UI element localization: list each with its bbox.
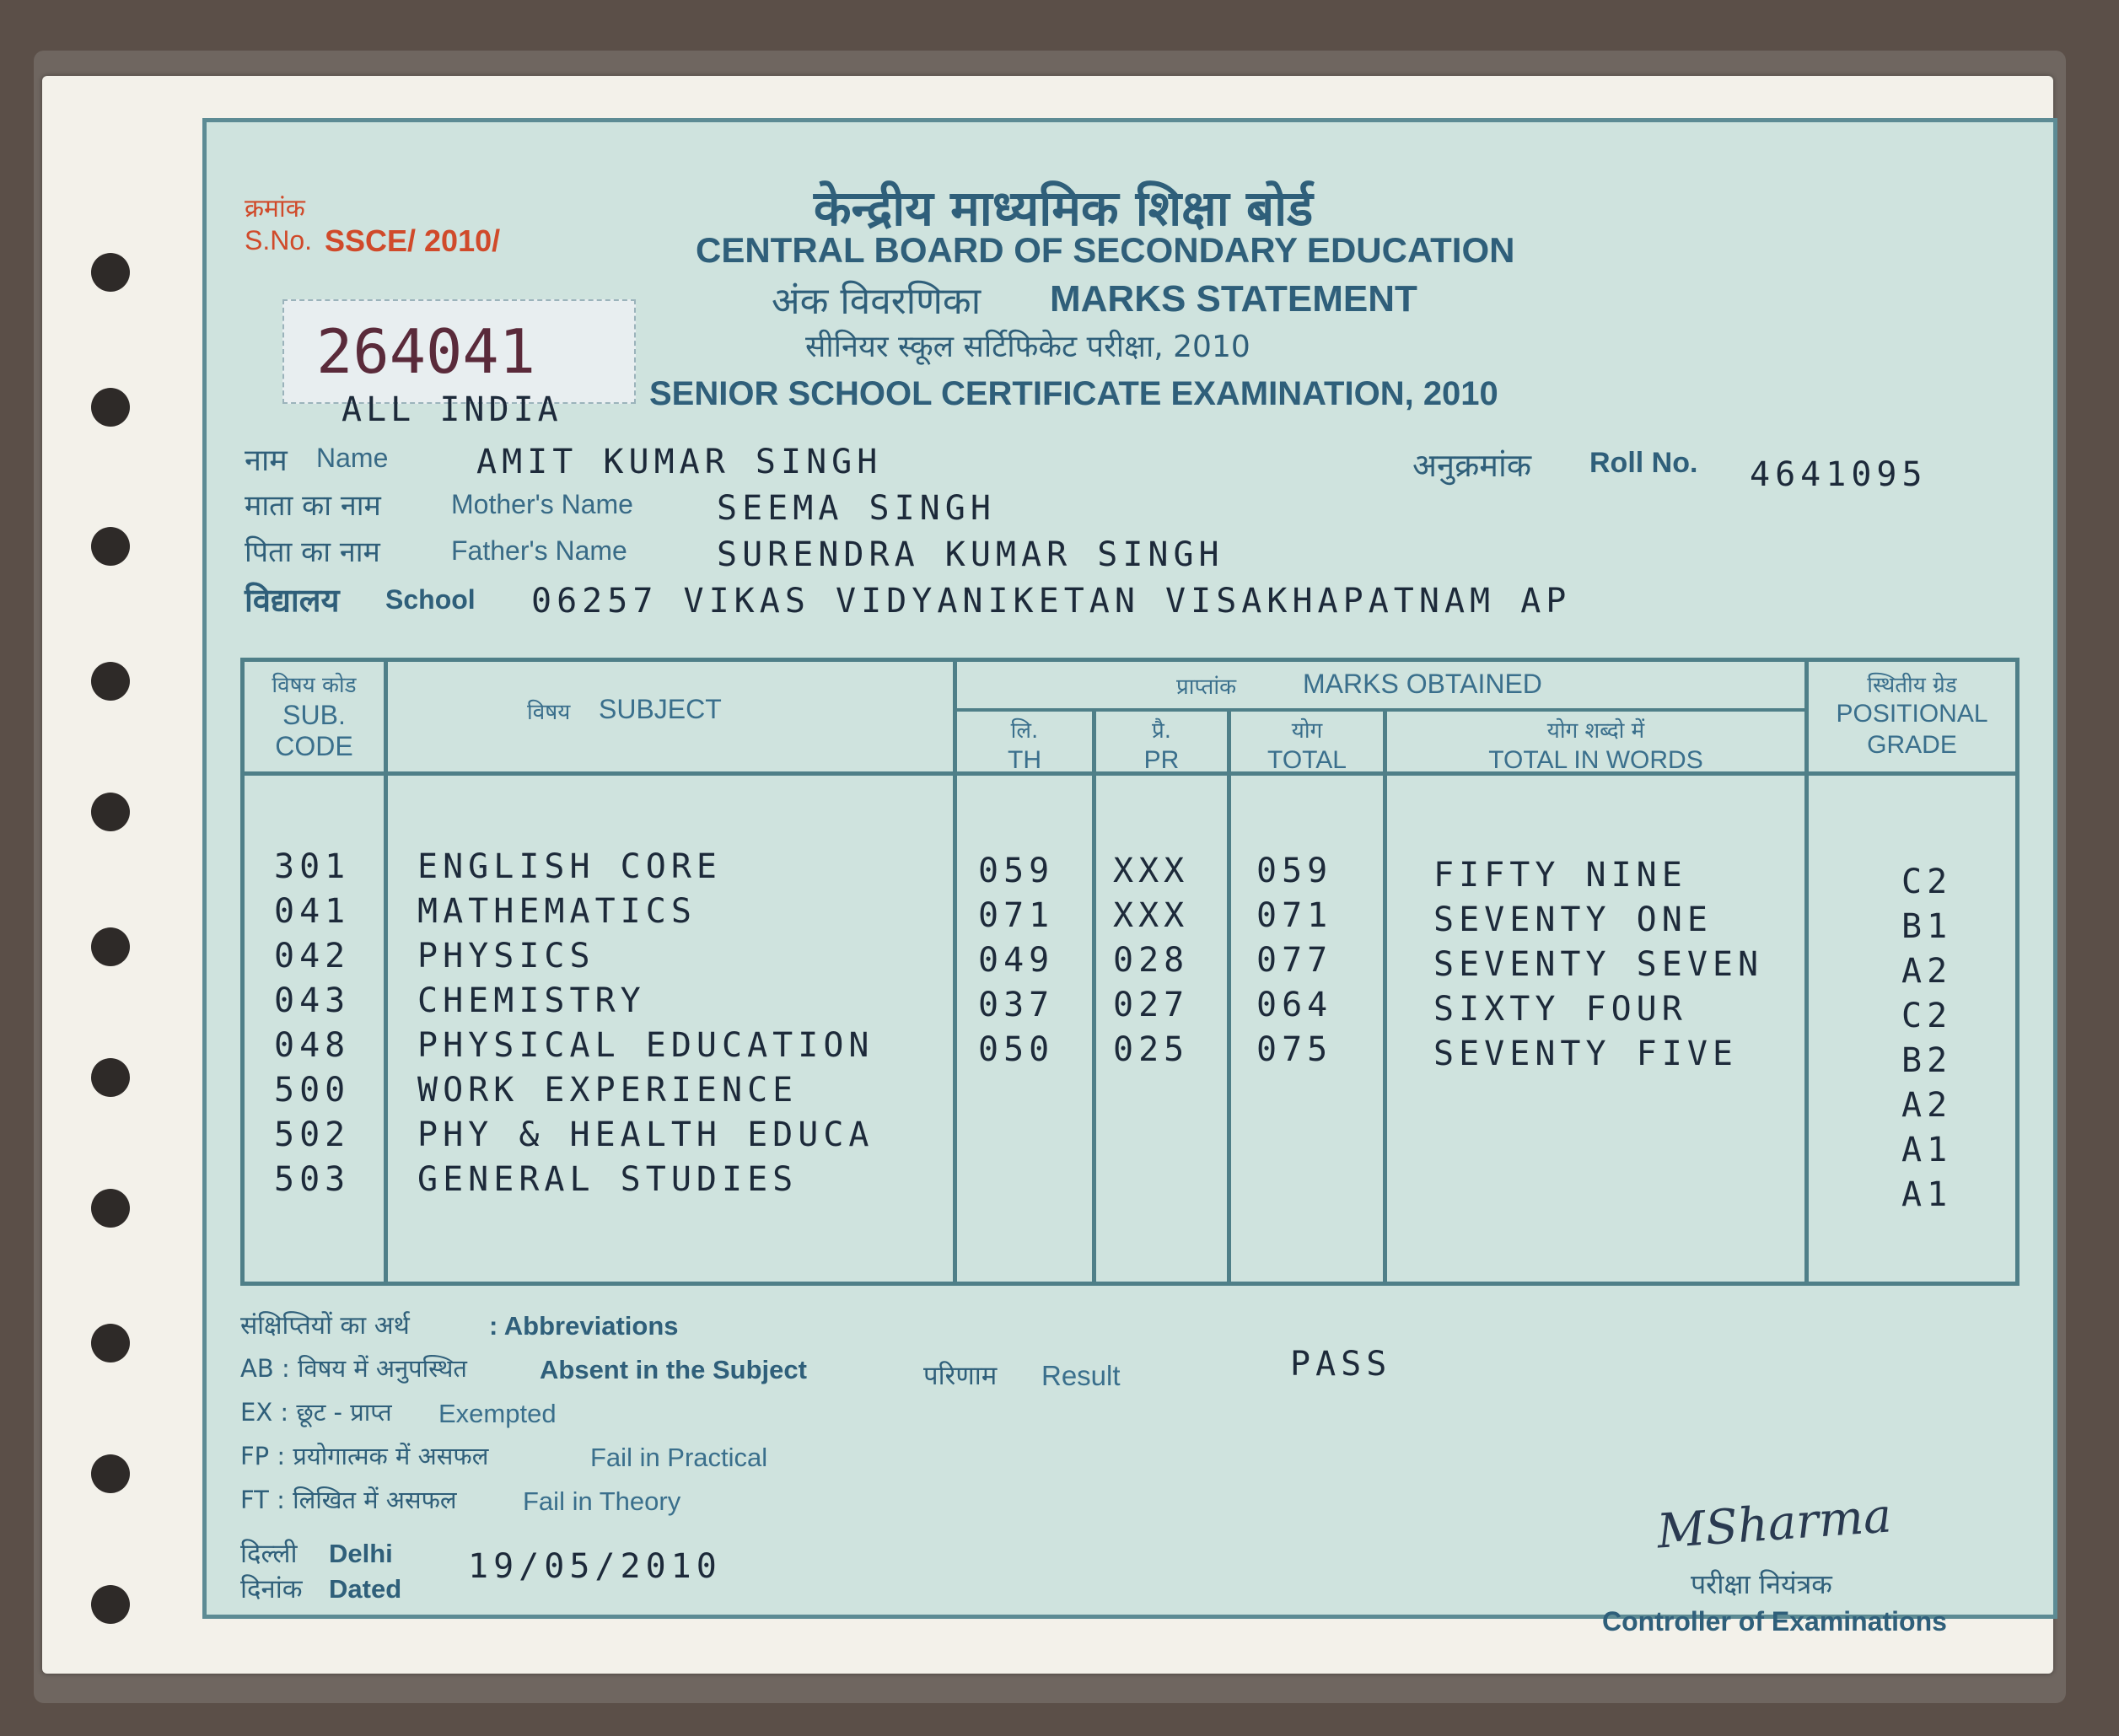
grade-header-2: GRADE xyxy=(1867,731,1957,759)
pr-marks: XXX xyxy=(1113,852,1190,890)
positional-grade: A1 xyxy=(1901,1175,1953,1214)
date-label-hindi: दिनांक xyxy=(240,1574,303,1604)
total-marks: 071 xyxy=(1256,896,1333,935)
serial-prefix: SSCE/ 2010/ xyxy=(325,223,501,258)
controller-signature: MSharma xyxy=(1655,1488,1894,1560)
punch-hole xyxy=(91,927,130,966)
pr-marks: 028 xyxy=(1113,941,1190,980)
positional-grade: C2 xyxy=(1901,863,1953,901)
positional-grade: A2 xyxy=(1901,1086,1953,1125)
place-label: Delhi xyxy=(329,1539,393,1568)
abbrev-fp: Fail in Practical xyxy=(590,1443,768,1472)
subject-name: GENERAL STUDIES xyxy=(417,1160,799,1199)
mother-label-hindi: माता का नाम xyxy=(245,489,381,523)
th-marks: 049 xyxy=(978,941,1055,980)
abbrev-fp-hindi: FP : प्रयोगात्मक में असफल xyxy=(240,1442,489,1470)
name-label: Name xyxy=(316,443,389,473)
abbrev-ex: Exempted xyxy=(438,1399,557,1428)
marks-statement-sheet xyxy=(202,118,2057,1637)
region: ALL INDIA xyxy=(342,390,562,429)
words-header: TOTAL IN WORDS xyxy=(1488,746,1703,774)
sub-code: 500 xyxy=(274,1071,351,1110)
pr-marks: 027 xyxy=(1113,986,1190,1024)
code-header-2: CODE xyxy=(275,731,353,761)
student-name: AMIT KUMAR SINGH xyxy=(476,443,883,481)
punch-hole xyxy=(91,1058,130,1097)
abbrev-ab: Absent in the Subject xyxy=(540,1355,807,1384)
school-label-hindi: विद्यालय xyxy=(245,582,340,619)
subject-name: ENGLISH CORE xyxy=(417,847,722,886)
mother-label: Mother's Name xyxy=(451,489,633,519)
roll-label-hindi: अनुक्रमांक xyxy=(1412,447,1532,484)
punch-hole xyxy=(91,1454,130,1493)
total-marks: 064 xyxy=(1256,986,1333,1024)
words-header-hindi: योग शब्दो में xyxy=(1546,718,1645,744)
th-marks: 059 xyxy=(978,852,1055,890)
hindi-title: केन्द्रीय माध्यमिक शिक्षा बोर्ड xyxy=(814,180,1314,237)
marks-header-hindi: प्राप्तांक xyxy=(1176,675,1237,700)
issue-date: 19/05/2010 xyxy=(468,1547,722,1586)
abbrev-ft-hindi: FT : लिखित में असफल xyxy=(240,1486,457,1514)
positional-grade: A1 xyxy=(1901,1131,1953,1169)
punch-hole xyxy=(91,527,130,566)
board-title: CENTRAL BOARD OF SECONDARY EDUCATION xyxy=(696,230,1515,270)
total-in-words: SEVENTY ONE xyxy=(1433,900,1713,939)
pr-header-hindi: प्रै. xyxy=(1151,718,1172,744)
controller-label: Controller of Examinations xyxy=(1602,1606,1947,1637)
punch-hole xyxy=(91,1189,130,1228)
serial-number: 264041 xyxy=(316,316,536,387)
abbrev-heading-hindi: संक्षिप्तियों का अर्थ xyxy=(240,1311,410,1341)
sub-code: 041 xyxy=(274,892,351,931)
marks-header: MARKS OBTAINED xyxy=(1303,669,1542,699)
punch-hole xyxy=(91,662,130,701)
total-in-words: FIFTY NINE xyxy=(1433,856,1687,895)
pr-header: PR xyxy=(1143,746,1180,774)
punch-hole xyxy=(91,388,130,427)
school-name: 06257 VIKAS VIDYANIKETAN VISAKHAPATNAM AP xyxy=(531,582,1572,621)
subject-name: WORK EXPERIENCE xyxy=(417,1071,799,1110)
th-marks: 071 xyxy=(978,896,1055,935)
grade-header-hindi: स्थितीय ग्रेड xyxy=(1867,673,1957,698)
result-label-hindi: परिणाम xyxy=(923,1361,998,1391)
statement-title: MARKS STATEMENT xyxy=(1050,278,1417,320)
subject-name: PHYSICAL EDUCATION xyxy=(417,1026,874,1065)
subject-header-hindi: विषय xyxy=(527,700,571,725)
positional-grade: C2 xyxy=(1901,997,1953,1035)
grade-header-1: POSITIONAL xyxy=(1836,700,1988,728)
subject-header: SUBJECT xyxy=(599,694,722,724)
father-name: SURENDRA KUMAR SINGH xyxy=(717,535,1224,574)
subject-name: MATHEMATICS xyxy=(417,892,696,931)
th-header: TH xyxy=(1008,746,1041,774)
sub-code: 042 xyxy=(274,937,351,975)
abbrev-ab-hindi: AB : विषय में अनुपस्थित xyxy=(240,1354,467,1383)
father-label: Father's Name xyxy=(451,535,627,566)
exam-title: SENIOR SCHOOL CERTIFICATE EXAMINATION, 2010 xyxy=(649,375,1498,412)
sub-code: 502 xyxy=(274,1115,351,1154)
pr-marks: 025 xyxy=(1113,1030,1190,1069)
punch-hole xyxy=(91,253,130,292)
place-label-hindi: दिल्ली xyxy=(240,1539,298,1569)
total-header-hindi: योग xyxy=(1291,718,1323,744)
controller-label-hindi: परीक्षा नियंत्रक xyxy=(1691,1568,1832,1600)
sub-code: 503 xyxy=(274,1160,351,1199)
father-label-hindi: पिता का नाम xyxy=(245,535,380,569)
total-in-words: SIXTY FOUR xyxy=(1433,990,1687,1029)
school-label: School xyxy=(385,584,476,615)
roll-number: 4641095 xyxy=(1750,455,1928,494)
date-label: Dated xyxy=(329,1574,402,1604)
th-marks: 037 xyxy=(978,986,1055,1024)
code-header-hindi: विषय कोड xyxy=(272,673,357,698)
subject-name: CHEMISTRY xyxy=(417,981,646,1020)
sub-code: 048 xyxy=(274,1026,351,1065)
positional-grade: A2 xyxy=(1901,952,1953,991)
total-marks: 075 xyxy=(1256,1030,1333,1069)
total-marks: 077 xyxy=(1256,941,1333,980)
result-label: Result xyxy=(1041,1360,1121,1391)
punch-hole xyxy=(91,793,130,831)
total-in-words: SEVENTY FIVE xyxy=(1433,1035,1738,1073)
th-marks: 050 xyxy=(978,1030,1055,1069)
code-header-1: SUB. xyxy=(282,700,346,730)
subject-name: PHY & HEALTH EDUCA xyxy=(417,1115,874,1154)
result-value: PASS xyxy=(1290,1345,1392,1384)
serial-label: S.No. xyxy=(245,225,313,255)
exam-hindi: सीनियर स्कूल सर्टिफिकेट परीक्षा, 2010 xyxy=(805,330,1250,364)
roll-label: Roll No. xyxy=(1589,447,1698,479)
punch-hole xyxy=(91,1324,130,1362)
mother-name: SEEMA SINGH xyxy=(717,489,996,528)
statement-hindi: अंक विवरणिका xyxy=(772,280,982,323)
positional-grade: B2 xyxy=(1901,1041,1953,1080)
subject-name: PHYSICS xyxy=(417,937,595,975)
total-header: TOTAL xyxy=(1267,746,1347,774)
punch-hole xyxy=(91,1585,130,1624)
pr-marks: XXX xyxy=(1113,896,1190,935)
abbrev-ft: Fail in Theory xyxy=(523,1486,681,1516)
sub-code: 301 xyxy=(274,847,351,886)
sub-code: 043 xyxy=(274,981,351,1020)
name-label-hindi: नाम xyxy=(245,443,288,478)
abbrev-ex-hindi: EX : छूट - प्राप्त xyxy=(240,1398,392,1427)
total-in-words: SEVENTY SEVEN xyxy=(1433,945,1764,984)
total-marks: 059 xyxy=(1256,852,1333,890)
positional-grade: B1 xyxy=(1901,907,1953,946)
abbrev-heading: : Abbreviations xyxy=(489,1311,679,1341)
serial-label-hindi: क्रमांक xyxy=(245,194,305,223)
th-header-hindi: लि. xyxy=(1010,718,1039,744)
